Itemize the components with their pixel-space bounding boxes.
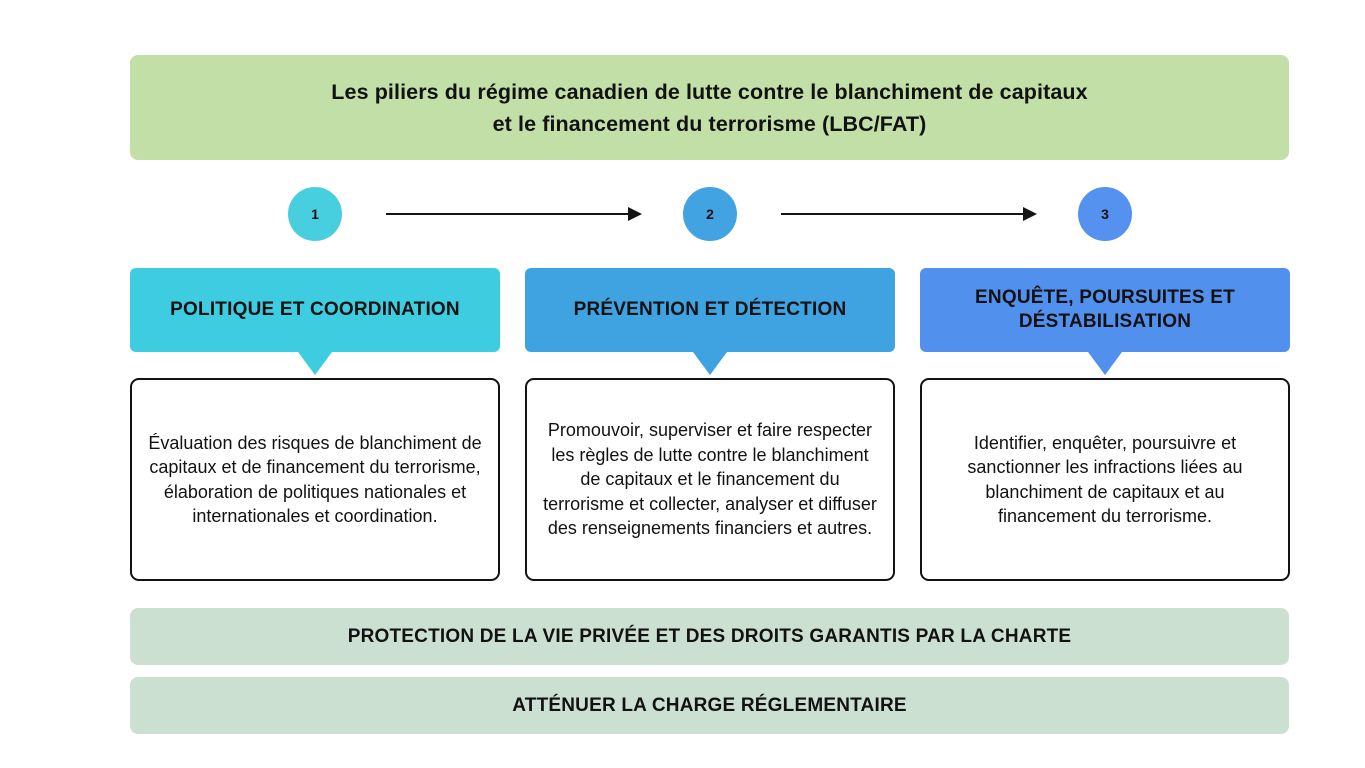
page-title-line-2: et le financement du terrorisme (LBC/FAT) bbox=[492, 111, 927, 136]
step-circle-3 bbox=[1078, 187, 1132, 241]
step-circle-2 bbox=[683, 187, 737, 241]
title-banner bbox=[130, 55, 1289, 160]
pillar-header-prevention bbox=[525, 268, 895, 352]
arrow-right-icon bbox=[386, 206, 642, 222]
step-number-3: 3 bbox=[1101, 206, 1109, 222]
description-text: Évaluation des risques de blanchiment de capitaux et de financement du terrorisme, élaboration de politiques nationales et internationales et coordination. bbox=[148, 432, 482, 526]
pillar-header-politique bbox=[130, 268, 500, 352]
banner-protection-vie-privee bbox=[130, 608, 1289, 665]
description-text: Promouvoir, superviser et faire respecter les règles de lutte contre le blanchiment de capitaux et le financement du terrorisme et collecter, analyser et diffuser des renseignements financiers et autres. bbox=[543, 420, 877, 539]
pillar-header-enquete bbox=[920, 268, 1290, 352]
step-number-1: 1 bbox=[311, 206, 319, 222]
pillar-title: ENQUÊTE, POURSUITES ET DÉSTABILISATION bbox=[975, 287, 1235, 332]
bubble-tail bbox=[1088, 352, 1122, 375]
banner-label: PROTECTION DE LA VIE PRIVÉE ET DES DROITS GARANTIS PAR LA CHARTE bbox=[347, 625, 1072, 647]
arrow-right-icon bbox=[781, 206, 1037, 222]
bubble-tail bbox=[693, 352, 727, 375]
pillar-title: POLITIQUE ET COORDINATION bbox=[170, 299, 460, 320]
description-text: Identifier, enquêter, poursuivre et sanctionner les infractions liées au blanchiment de capitaux et au financement du terrorisme. bbox=[967, 432, 1243, 526]
step-number-2: 2 bbox=[706, 206, 714, 222]
pillar-description-politique bbox=[130, 378, 500, 581]
banner-attenuer-charge bbox=[130, 677, 1289, 734]
page-title-line-1: Les piliers du régime canadien de lutte contre le blanchiment de capitaux bbox=[331, 79, 1088, 104]
pillar-title: PRÉVENTION ET DÉTECTION bbox=[573, 299, 847, 320]
step-circle-1 bbox=[288, 187, 342, 241]
pillar-description-prevention bbox=[525, 378, 895, 581]
pillar-description-enquete bbox=[920, 378, 1290, 581]
banner-label: ATTÉNUER LA CHARGE RÉGLEMENTAIRE bbox=[512, 694, 907, 716]
bubble-tail bbox=[298, 352, 332, 375]
